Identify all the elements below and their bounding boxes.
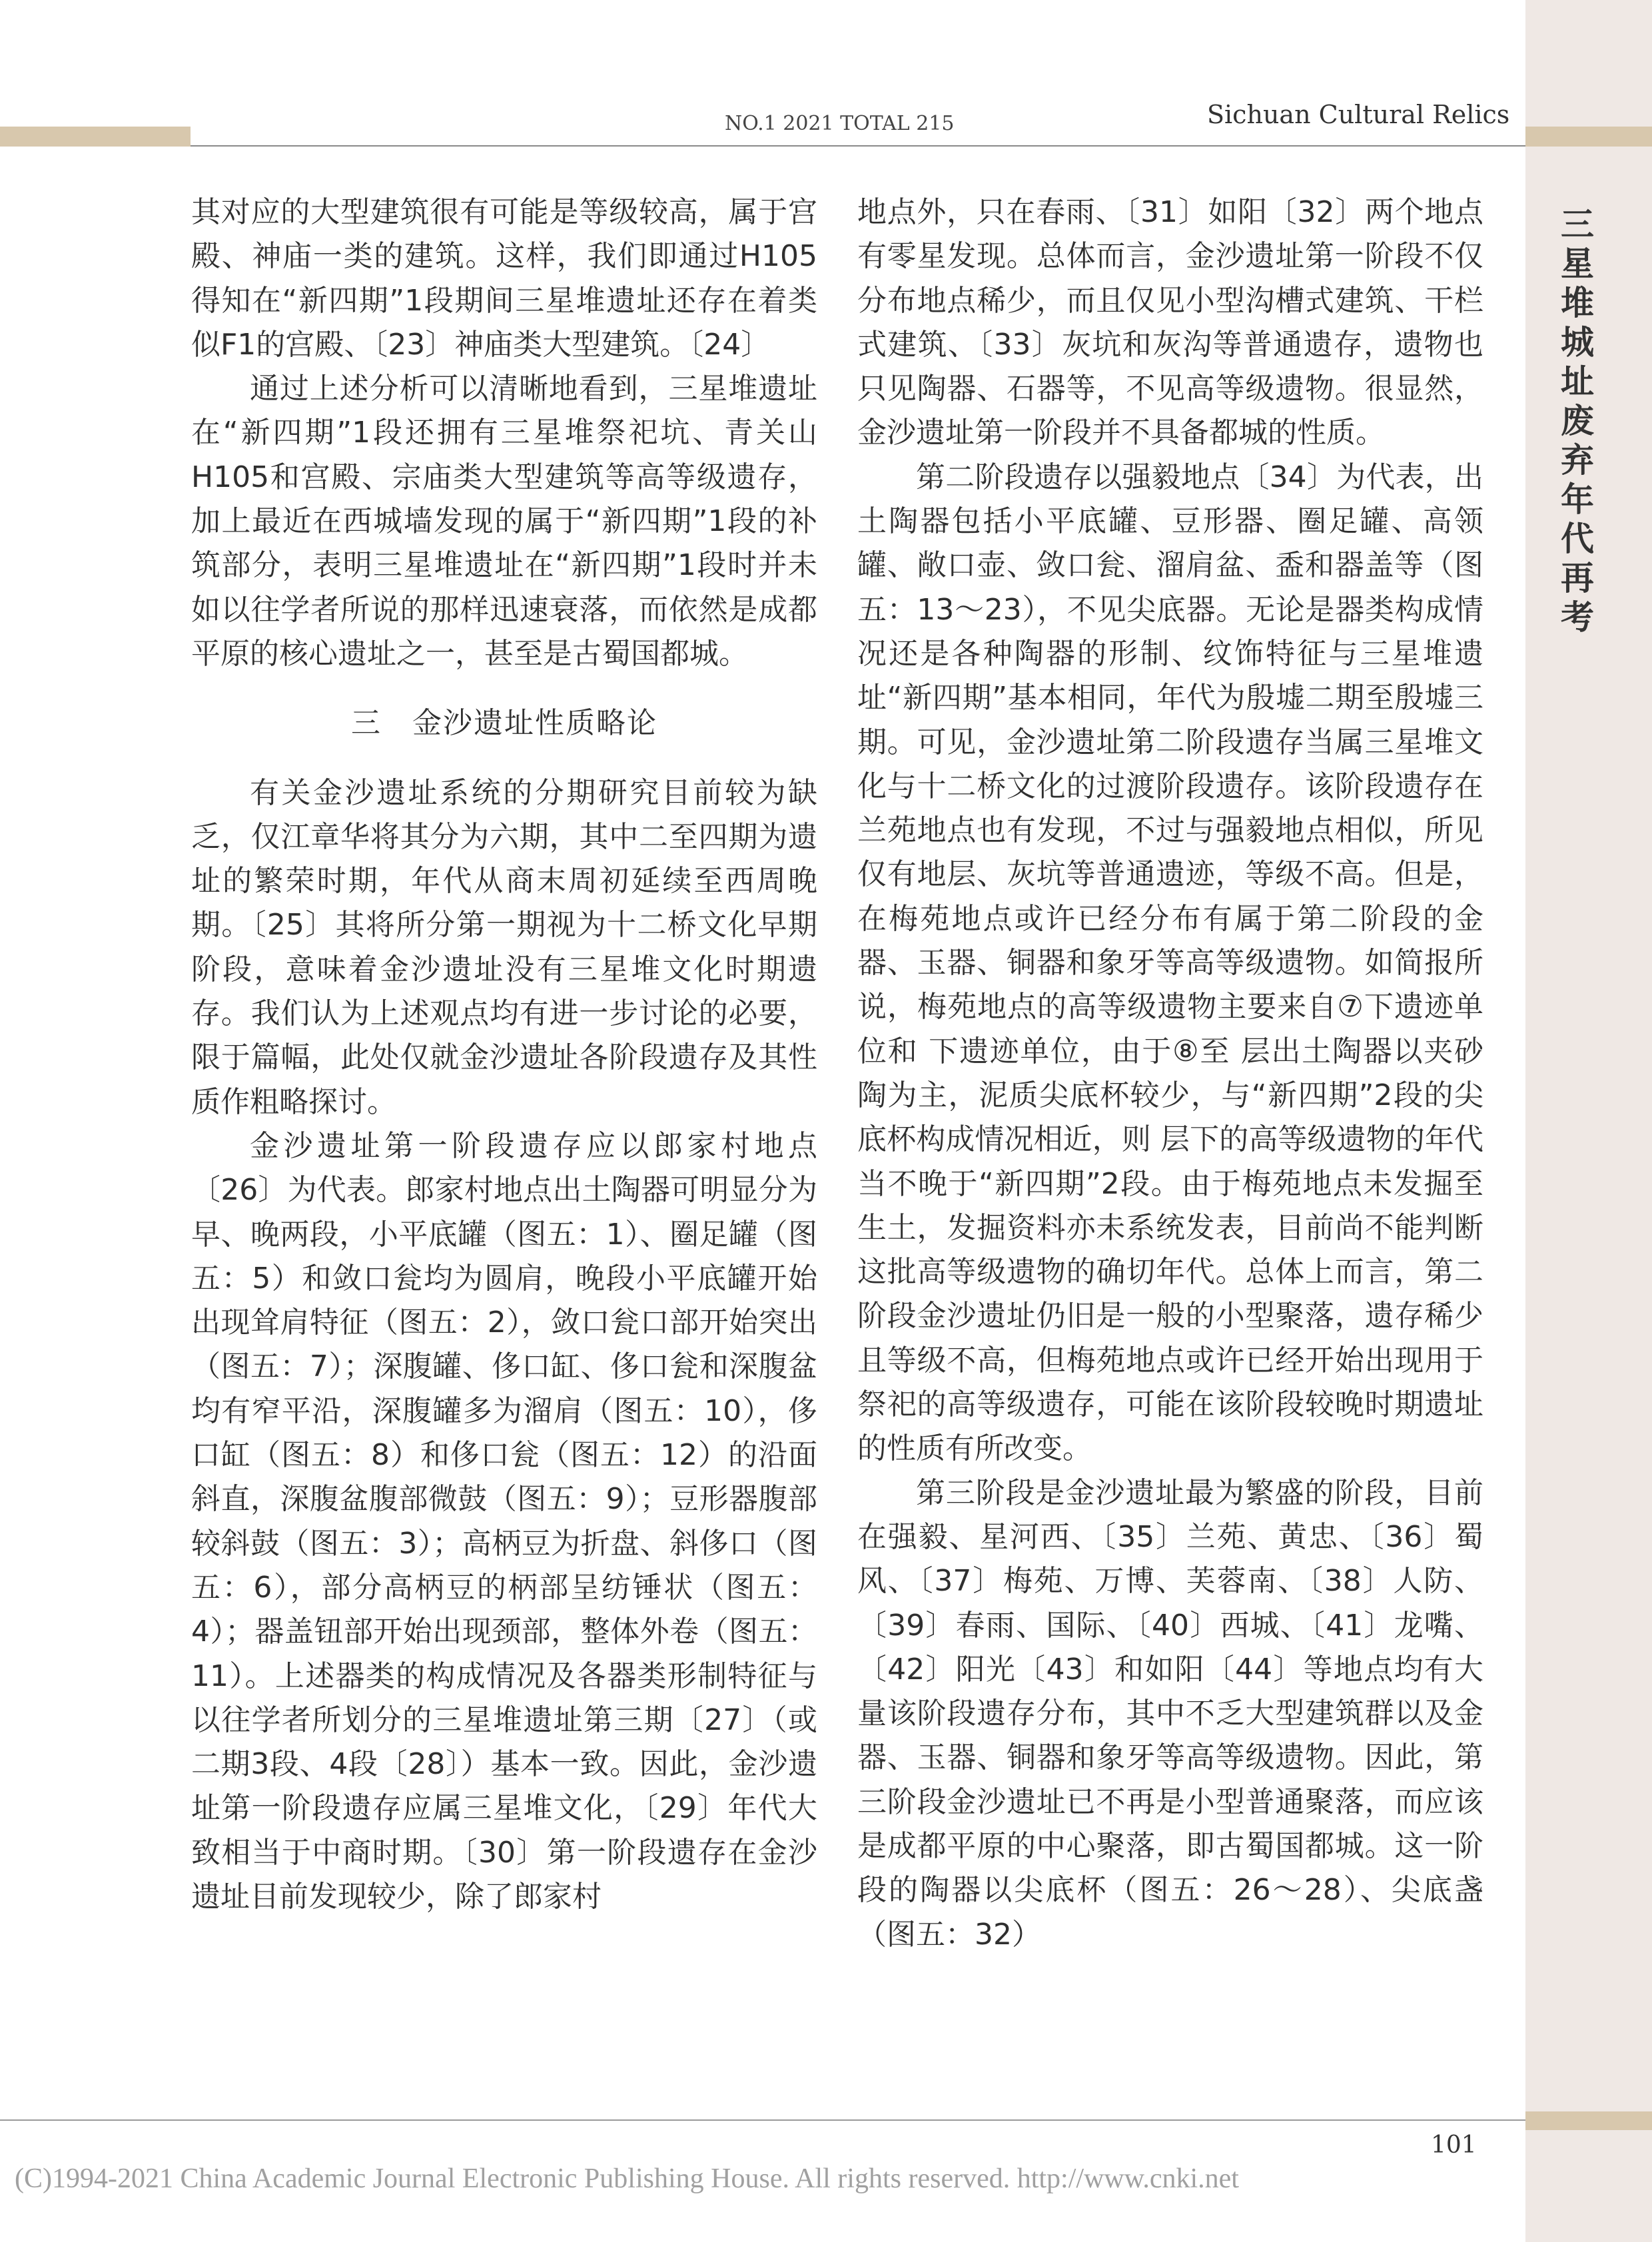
paragraph: 有关金沙遗址系统的分期研究目前较为缺乏，仅江章华将其分为六期，其中二至四期为遗址的繁荣时期，年代从商末周初延续至西周晚期。〔25〕其将所分第一期视为十二桥文化早期阶段，意味着金沙遗址没有三星堆文化时期遗存。我们认为上述观点均有进一步讨论的必要，限于篇幅，此处仅就金沙遗址各阶段遗存及其性质作粗略探讨。: [191, 775, 817, 1119]
paragraph: 金沙遗址第一阶段遗存应以郎家村地点〔26〕为代表。郎家村地点出土陶器可明显分为早、晚两段，小平底罐（图五：1）、圈足罐（图五：5）和敛口瓮均为圆肩，晚段小平底罐开始出现耸肩特征（图五：2），敛口瓮口部开始突出（图五：7）；深腹罐、侈口缸、侈口瓮和深腹盆均有窄平沿，深腹罐多为溜肩（图五：10），侈口缸（图五：8）和侈口瓮（图五：12）的沿面斜直，深腹盆腹部微鼓（图五：9）；豆形器腹部较斜鼓（图五：3）；高柄豆为折盘、斜侈口（图五：6），部分高柄豆的柄部呈纺锤状（图五：4）；器盖钮部开始出现颈部，整体外卷（图五：11）。上述器类的构成情况及各器类形制特征与以往学者所划分的三星堆遗址第三期〔27〕（或二期3段、4段〔28〕）基本一致。因此，金沙遗址第一阶段遗存应属三星堆文化，〔29〕年代大致相当于中商时期。〔30〕第一阶段遗存在金沙遗址目前发现较少，除了郎家村: [191, 1128, 817, 1914]
footer-accent-bar: [1525, 2111, 1652, 2130]
header-accent-bar-right: [1525, 127, 1652, 147]
journal-name: Sichuan Cultural Relics: [1207, 100, 1510, 129]
paragraph: 其对应的大型建筑很有可能是等级较高，属于宫殿、神庙一类的建筑。这样，我们即通过H105得知在“新四期”1段期间三星堆遗址还存在着类似F1的宫殿、〔23〕神庙类大型建筑。〔24〕: [191, 195, 817, 362]
paragraph: 第二阶段遗存以强毅地点〔34〕为代表，出土陶器包括小平底罐、豆形器、圈足罐、高领罐、敞口壶、敛口瓮、溜肩盆、盉和器盖等（图五：13～23），不见尖底器。无论是器类构成情况还是各种陶器的形制、纹饰特征与三星堆遗址“新四期”基本相同，年代为殷墟二期至殷墟三期。可见，金沙遗址第二阶段遗存当属三星堆文化与十二桥文化的过渡阶段遗存。该阶段遗存在兰苑地点也有发现，不过与强毅地点相似，所见仅有地层、灰坑等普通遗迹，等级不高。但是，在梅苑地点或许已经分布有属于第二阶段的金器、玉器、铜器和象牙等高等级遗物。如简报所说，梅苑地点的高等级遗物主要来自⑦下遗迹单位和 下遗迹单位，由于⑧至 层出土陶器以夹砂陶为主，泥质尖底杯较少，与“新四期”2段的尖底杯构成情况相近，则 层下的高等级遗物的年代当不晚于“新四期”2段。由于梅苑地点未发掘至生土，发掘资料亦未系统发表，目前尚不能判断这批高等级遗物的确切年代。总体上而言，第二阶段金沙遗址仍旧是一般的小型聚落，遗存稀少且等级不高，但梅苑地点或许已经开始出现用于祭祀的高等级遗存，可能在该阶段较晚时期遗址的性质有所改变。: [857, 460, 1483, 1466]
header-accent-bar-left: [0, 127, 191, 147]
copyright-notice: (C)1994-2021 China Academic Journal Electronic Publishing House. All rights reserved. http://www.cnki.net: [15, 2163, 1239, 2194]
paragraph: 第三阶段是金沙遗址最为繁盛的阶段，目前在强毅、星河西、〔35〕兰苑、黄忠、〔36〕蜀风、〔37〕梅苑、万博、芙蓉南、〔38〕人防、〔39〕春雨、国际、〔40〕西城、〔41〕龙嘴、〔42〕阳光〔43〕和如阳〔44〕等地点均有大量该阶段遗存分布，其中不乏大型建筑群以及金器、玉器、铜器和象牙等高等级遗物。因此，第三阶段金沙遗址已不再是小型普通聚落，而应该是成都平原的中心聚落，即古蜀国都城。这一阶段的陶器以尖底杯（图五：26～28）、尖底盏（图五：32）: [857, 1475, 1483, 1952]
header-rule: [191, 145, 1525, 147]
paragraph: 地点外，只在春雨、〔31〕如阳〔32〕两个地点有零星发现。总体而言，金沙遗址第一阶段不仅分布地点稀少，而且仅见小型沟槽式建筑、干栏式建筑、〔33〕灰坑和灰沟等普通遗存，遗物也只见陶器、石器等，不见高等级遗物。很显然，金沙遗址第一阶段并不具备都城的性质。: [857, 195, 1483, 450]
footer-rule: [0, 2119, 1525, 2121]
right-column: [857, 190, 1483, 1957]
page-number: 101: [1431, 2131, 1477, 2159]
issue-info: NO.1 2021 TOTAL 215: [725, 112, 955, 135]
paragraph: 通过上述分析可以清晰地看到，三星堆遗址在“新四期”1段还拥有三星堆祭祀坑、青关山H105和宫殿、宗庙类大型建筑等高等级遗存，加上最近在西城墙发现的属于“新四期”1段的补筑部分，表明三星堆遗址在“新四期”1段时并未如以往学者所说的那样迅速衰落，而依然是成都平原的核心遗址之一，甚至是古蜀国都城。: [191, 372, 817, 671]
article-side-title: 三星堆城址废弃年代再考: [1555, 206, 1594, 639]
section-heading: 三 金沙遗址性质略论: [351, 706, 657, 741]
left-column: [191, 190, 817, 1919]
